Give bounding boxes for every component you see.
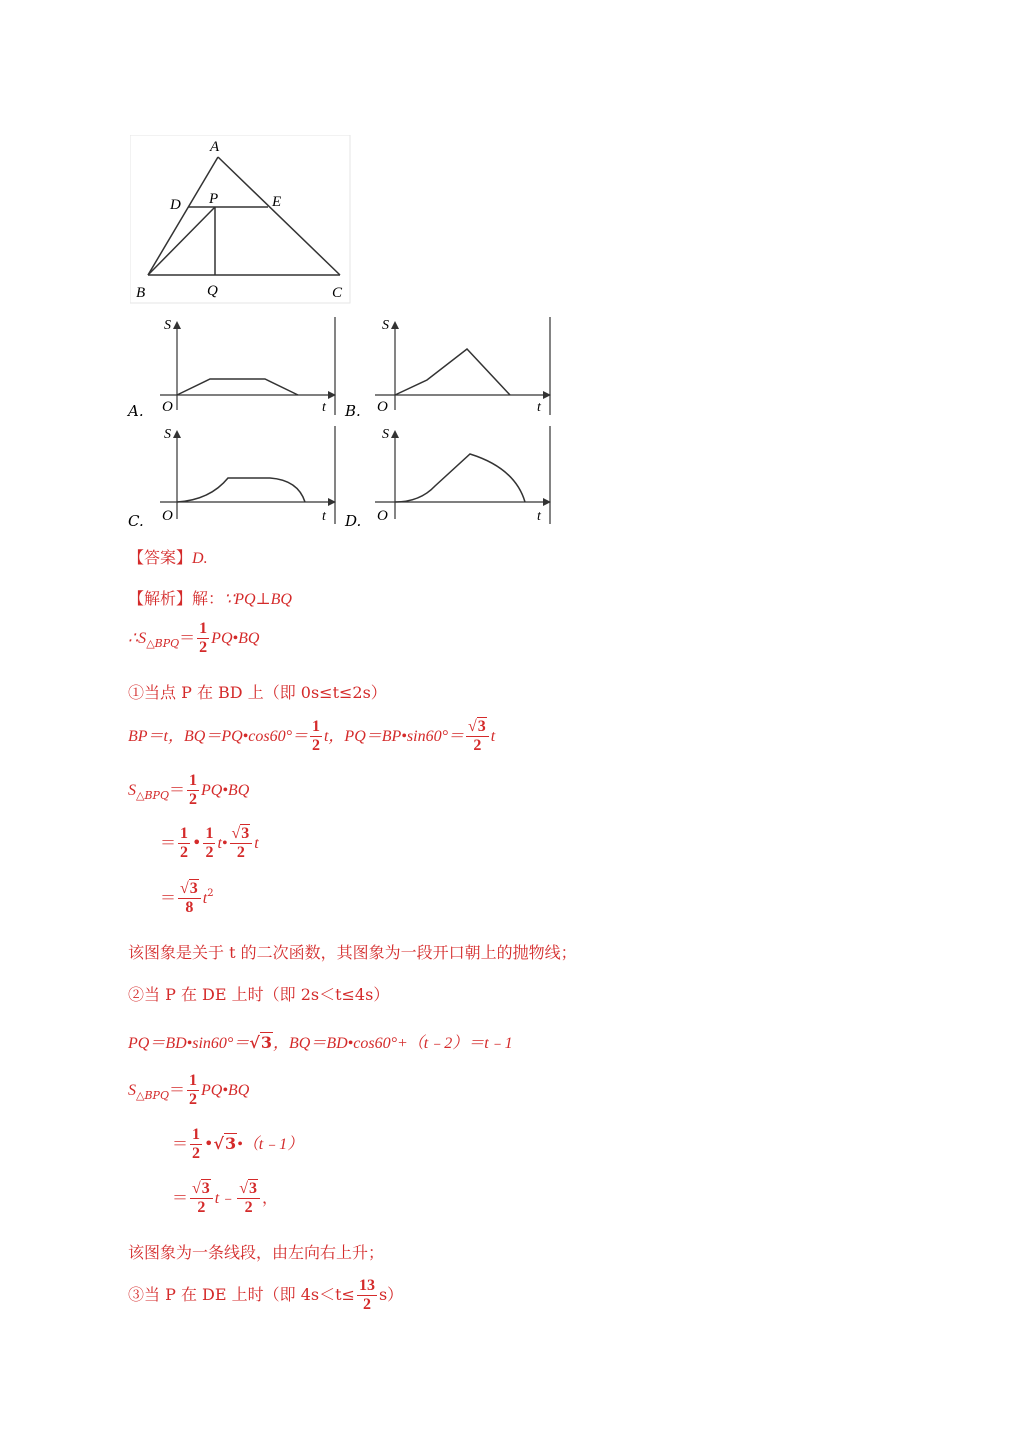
axis-t: t (537, 400, 541, 415)
case2-conclusion: 该图象为一条线段，由左向右上升； (128, 1243, 385, 1262)
answer-bracket: 【答案】 (128, 548, 193, 567)
case1-step3: ＝ $\frac{√3}{8}$ $t^2$ (160, 880, 214, 916)
axis-s: S (382, 318, 389, 333)
case1-conclusion: 该图象是关于 t 的二次函数，其图象为一段开口朝上的抛物线； (128, 943, 577, 962)
option-b-label: B. (345, 402, 361, 420)
case2-step3: ＝ $\frac{√3}{2}$ t﹣ $\frac{√3}{2}$ ， (172, 1180, 279, 1216)
axis-s: S (382, 427, 389, 442)
analysis-because: ∵PQ⊥BQ (224, 591, 292, 608)
option-d-label: D. (345, 512, 362, 530)
option-c-label: C. (128, 512, 144, 530)
answer-line (128, 545, 208, 568)
label-A: A (210, 139, 220, 155)
axis-t: t (322, 509, 326, 524)
axis-t: t (322, 400, 326, 415)
case1-step2: ＝ $\frac{1}{2}$ • $\frac{1}{2}$ t• $\frac{√3}{2}$ t (160, 825, 259, 861)
origin: O (162, 399, 173, 415)
label-B: B (136, 285, 146, 301)
case2-line1: PQ＝BD•sin60°＝√3，BQ＝BD•cos60°+（t﹣2）＝t﹣1 (128, 1033, 513, 1052)
label-P: P (209, 191, 219, 207)
option-d-graph (365, 424, 555, 529)
answer-value: D. (192, 550, 208, 567)
origin: O (377, 399, 388, 415)
analysis-intro: 解： (192, 589, 225, 608)
case1-area: $S_{\triangle BPQ}=$ $\frac{1}{2}$ PQ•BQ (128, 772, 250, 808)
area-formula: $\therefore S_{\triangle BPQ}=$ $\frac{1}{2}$ PQ•BQ (128, 620, 260, 656)
triangle-figure (130, 135, 352, 305)
axis-s: S (164, 427, 171, 442)
origin: O (377, 508, 388, 524)
case2-area: $S_{\triangle BPQ}=$ $\frac{1}{2}$ PQ•BQ (128, 1072, 250, 1108)
label-D: D (170, 197, 181, 213)
origin: O (162, 508, 173, 524)
analysis-bracket: 【解析】 (128, 589, 193, 608)
option-a-label: A. (128, 402, 144, 420)
case2-title: ②当 P 在 DE 上时（即 2s＜t≤4s） (128, 985, 390, 1004)
label-E: E (272, 194, 282, 210)
analysis-line (128, 586, 292, 609)
case3-title: ③当 P 在 DE 上时（即 4s＜t≤ $\frac{13}{2}$ s） (128, 1277, 404, 1313)
case1-title: ①当点 P 在 BD 上（即 0s≤t≤2s） (128, 683, 387, 702)
axis-s: S (164, 318, 171, 333)
option-a-graph (150, 315, 340, 420)
case2-step2: ＝ $\frac{1}{2}$ •√3•（t﹣1） (172, 1126, 304, 1162)
label-C: C (332, 285, 343, 301)
option-b-graph (365, 315, 555, 420)
case1-line1: BP＝t，BQ＝PQ•cos60°＝ $\frac{1}{2}$ t，PQ＝BP•sin60°＝ $\frac{√3}{2}$ t (128, 718, 496, 754)
axis-t: t (537, 509, 541, 524)
label-Q: Q (207, 283, 218, 299)
option-c-graph (150, 424, 340, 529)
